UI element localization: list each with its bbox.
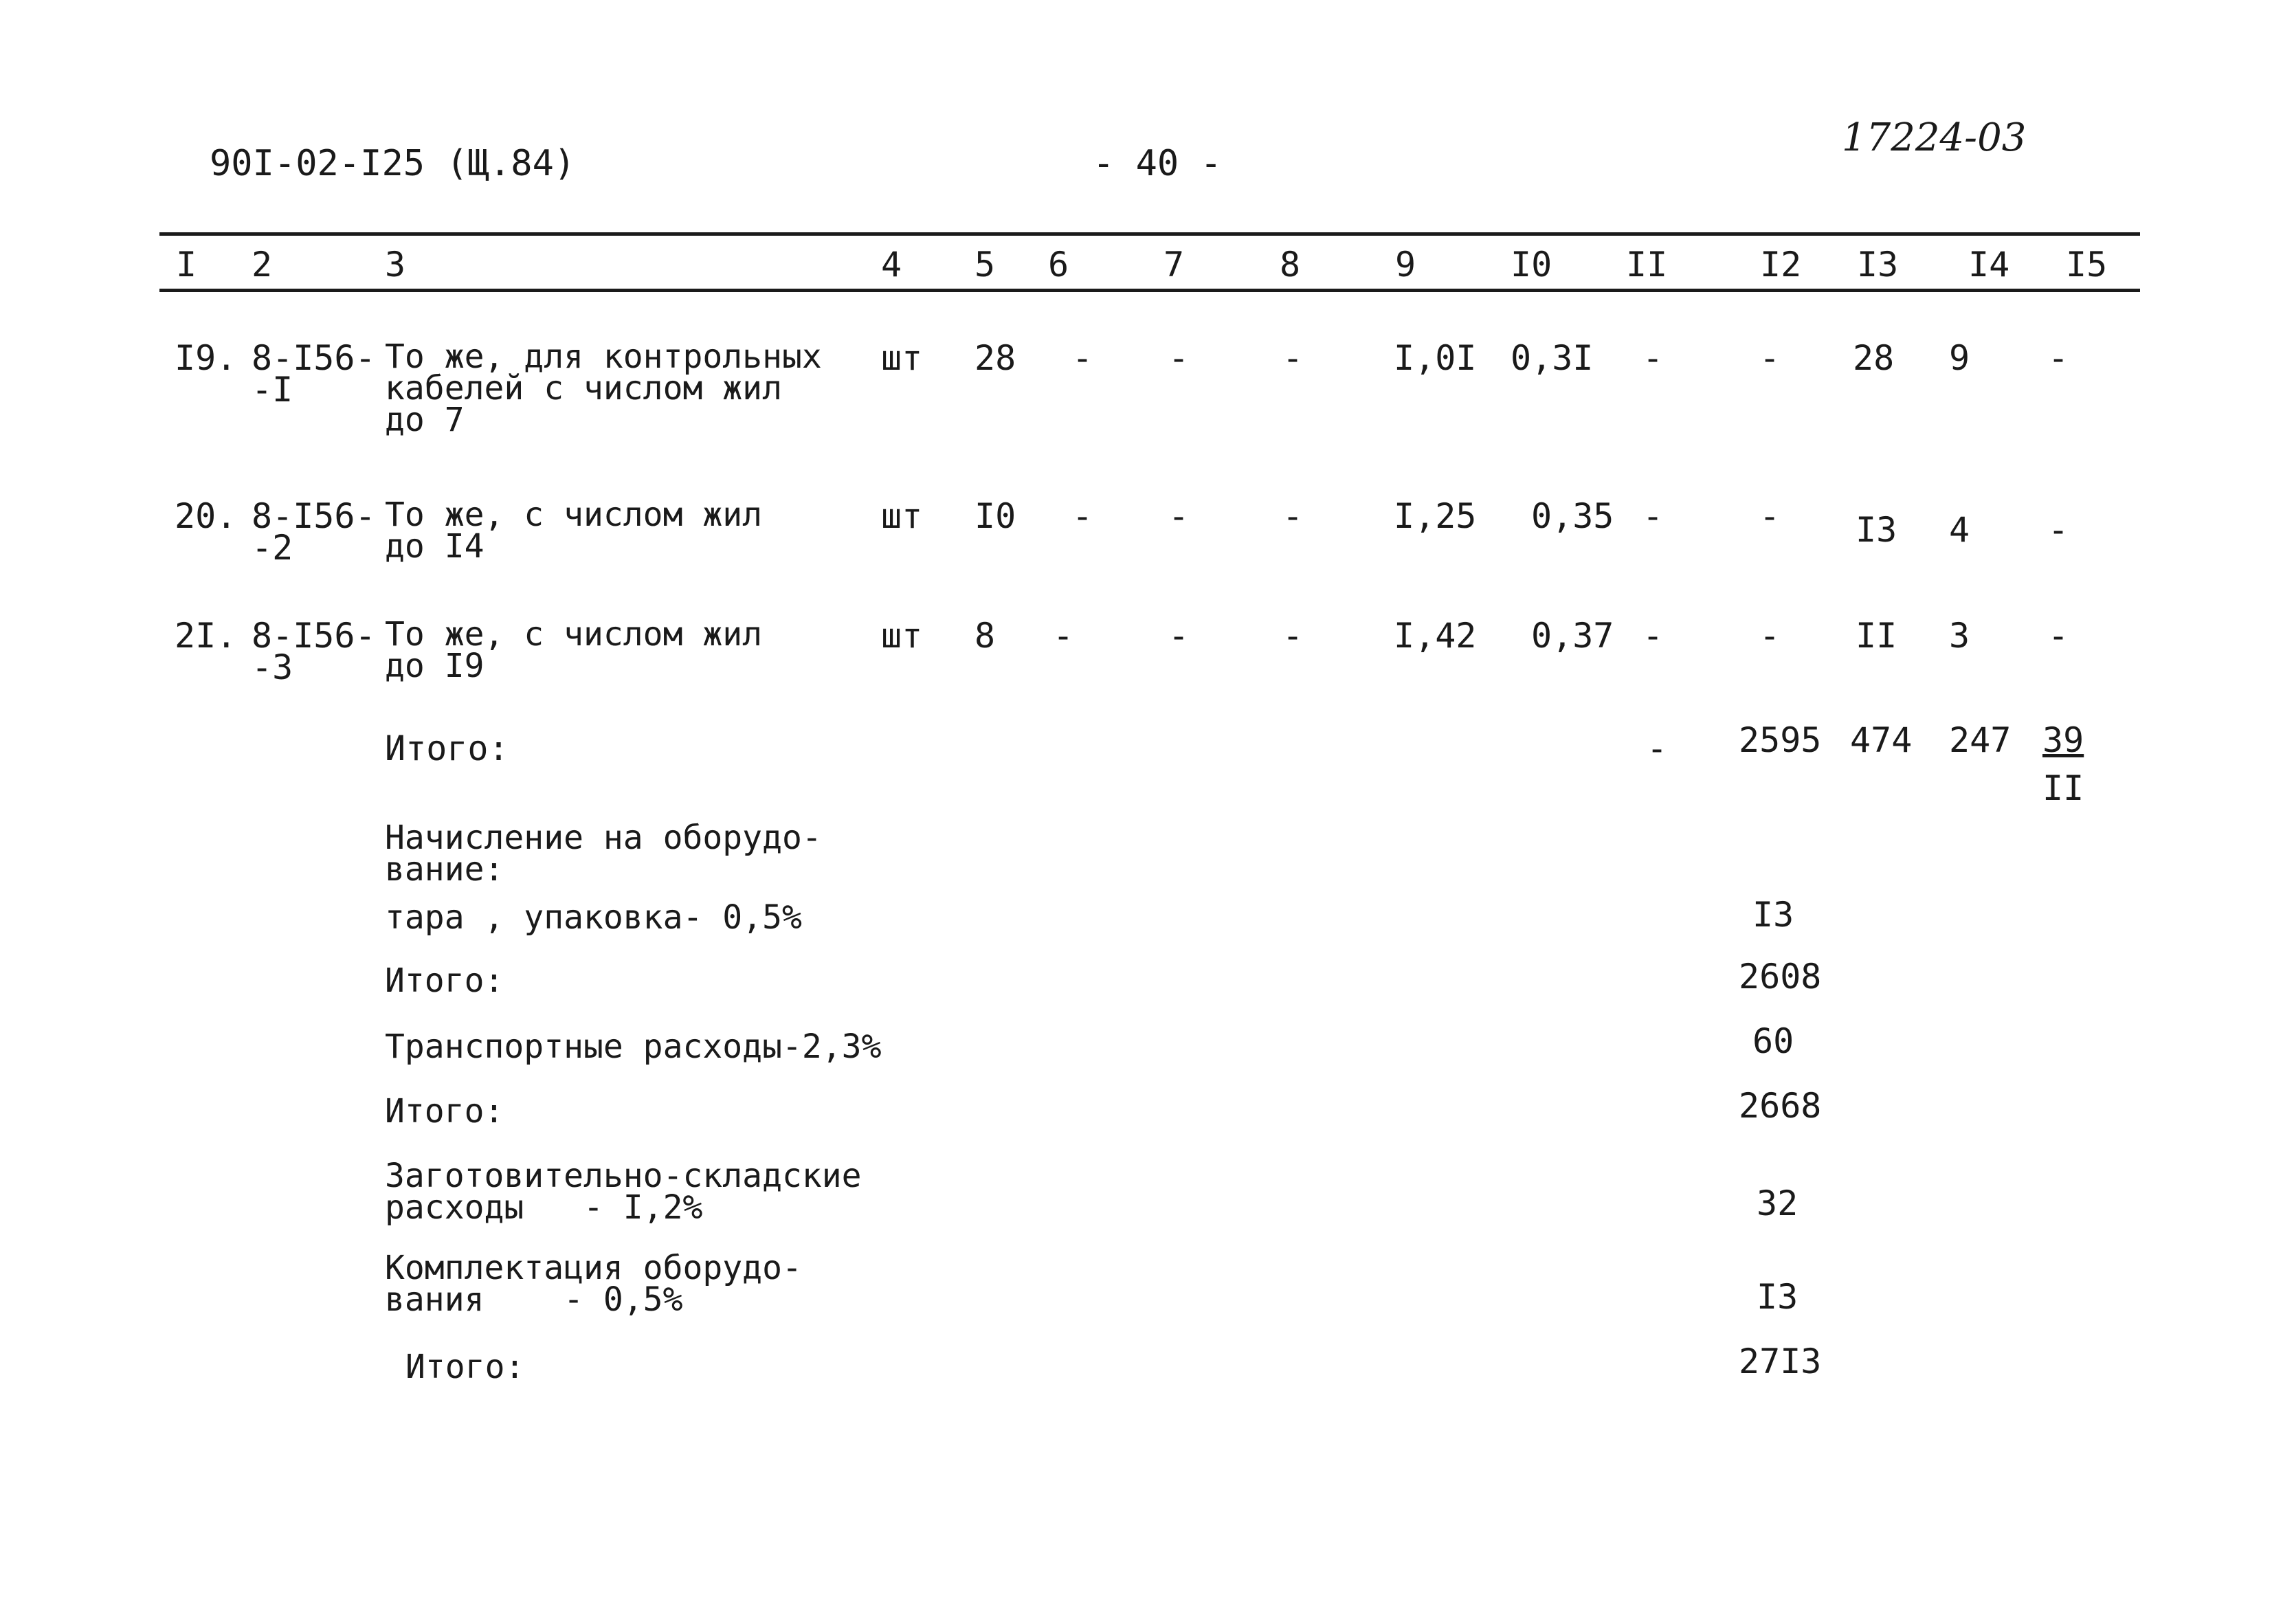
- row-col9: I,42: [1394, 616, 1477, 656]
- charge-label: Итого:: [405, 1348, 525, 1386]
- row-code: 8-I56-: [252, 616, 376, 656]
- row-unit: шт: [881, 496, 923, 536]
- row-code-suffix: -I: [252, 370, 293, 410]
- col-header-5: 5: [974, 245, 996, 285]
- charge-label: Итого:: [385, 1092, 504, 1131]
- charge-label: Комплектация оборудо-: [385, 1249, 802, 1287]
- total-col11: -: [1647, 728, 1668, 768]
- row-code-suffix: -2: [252, 528, 293, 568]
- row-col14: 3: [1949, 616, 1970, 656]
- total-col15-numerator: 39: [2042, 720, 2084, 760]
- row-col8: -: [1282, 616, 1304, 656]
- row-description-line: до 7: [385, 401, 465, 439]
- row-col6: -: [1072, 496, 1093, 536]
- col-header-1: I: [176, 245, 197, 285]
- row-col5: 28: [974, 338, 1016, 378]
- row-col10: 0,35: [1531, 496, 1614, 536]
- charge-value: 32: [1757, 1183, 1798, 1223]
- row-col9: I,0I: [1394, 338, 1477, 378]
- charge-value: 2608: [1739, 957, 1822, 997]
- total-col14: 247: [1949, 720, 2012, 760]
- charge-label: тара , упаковка- 0,5%: [385, 898, 802, 937]
- row-col12: -: [1759, 616, 1781, 656]
- total-label: Итого:: [385, 728, 509, 768]
- row-col13: II: [1856, 616, 1897, 656]
- row-code-suffix: -3: [252, 647, 293, 687]
- row-col11: -: [1642, 338, 1664, 378]
- row-description-line: до I4: [385, 527, 485, 566]
- page-number: - 40 -: [1093, 143, 1222, 184]
- total-col15-denominator: II: [2042, 768, 2084, 808]
- total-col13: 474: [1850, 720, 1913, 760]
- row-number: 2I.: [175, 616, 237, 656]
- row-col15: -: [2048, 338, 2069, 378]
- row-col13: 28: [1853, 338, 1895, 378]
- row-col15: -: [2048, 616, 2069, 656]
- col-header-10: I0: [1511, 245, 1552, 285]
- col-header-6: 6: [1048, 245, 1069, 285]
- col-header-4: 4: [881, 245, 902, 285]
- row-col14: 9: [1949, 338, 1970, 378]
- col-header-13: I3: [1857, 245, 1899, 285]
- row-col10: 0,3I: [1511, 338, 1594, 378]
- charge-label: Заготовительно-складские: [385, 1157, 862, 1195]
- row-col6: -: [1053, 616, 1074, 656]
- col-header-11: II: [1626, 245, 1668, 285]
- row-number: I9.: [175, 338, 237, 378]
- total-col12: 2595: [1739, 720, 1822, 760]
- row-description-line: кабелей с числом жил: [385, 369, 782, 408]
- row-col12: -: [1759, 496, 1781, 536]
- header-bottom-rule: [159, 289, 2140, 292]
- charge-label: Транспортные расходы-2,3%: [385, 1027, 882, 1066]
- col-header-7: 7: [1163, 245, 1185, 285]
- row-col7: -: [1168, 496, 1190, 536]
- row-description-line: до I9: [385, 647, 485, 685]
- row-col15: -: [2048, 510, 2069, 550]
- charge-value: 2668: [1739, 1086, 1822, 1126]
- row-col5: I0: [974, 496, 1016, 536]
- charge-value: 60: [1752, 1021, 1794, 1061]
- row-col5: 8: [974, 616, 996, 656]
- charge-label: расходы - I,2%: [385, 1188, 703, 1227]
- row-description-line: То же, с числом жил: [385, 496, 763, 534]
- header-top-rule: [159, 232, 2140, 236]
- row-unit: шт: [881, 616, 923, 656]
- col-header-2: 2: [252, 245, 273, 285]
- col-header-12: I2: [1760, 245, 1802, 285]
- col-header-15: I5: [2066, 245, 2108, 285]
- row-description-line: То же, для контрольных: [385, 337, 822, 376]
- row-col10: 0,37: [1531, 616, 1614, 656]
- col-header-9: 9: [1395, 245, 1416, 285]
- col-header-3: 3: [385, 245, 406, 285]
- row-description-line: То же, с числом жил: [385, 615, 763, 654]
- row-col12: -: [1759, 338, 1781, 378]
- charge-value: I3: [1752, 895, 1794, 935]
- charge-value: I3: [1757, 1277, 1798, 1317]
- row-code: 8-I56-: [252, 496, 376, 536]
- row-col6: -: [1072, 338, 1093, 378]
- row-code: 8-I56-: [252, 338, 376, 378]
- charge-value: 27I3: [1739, 1342, 1822, 1381]
- row-col9: I,25: [1394, 496, 1477, 536]
- row-col8: -: [1282, 338, 1304, 378]
- row-col14: 4: [1949, 510, 1970, 550]
- row-col11: -: [1642, 616, 1664, 656]
- row-col7: -: [1168, 338, 1190, 378]
- row-col7: -: [1168, 616, 1190, 656]
- col-header-8: 8: [1280, 245, 1301, 285]
- charge-label: Начисление на оборудо-: [385, 819, 822, 857]
- charge-label: вания - 0,5%: [385, 1280, 683, 1319]
- charge-label: Итого:: [385, 961, 504, 1000]
- row-unit: шт: [881, 338, 923, 378]
- row-col11: -: [1642, 496, 1664, 536]
- col-header-14: I4: [1968, 245, 2010, 285]
- row-col13: I3: [1856, 510, 1897, 550]
- charge-label: вание:: [385, 850, 504, 889]
- document-code: 90I-02-I25 (Щ.84): [210, 143, 576, 184]
- archive-stamp-number: 17224-03: [1842, 115, 2027, 160]
- row-number: 20.: [175, 496, 237, 536]
- row-col8: -: [1282, 496, 1304, 536]
